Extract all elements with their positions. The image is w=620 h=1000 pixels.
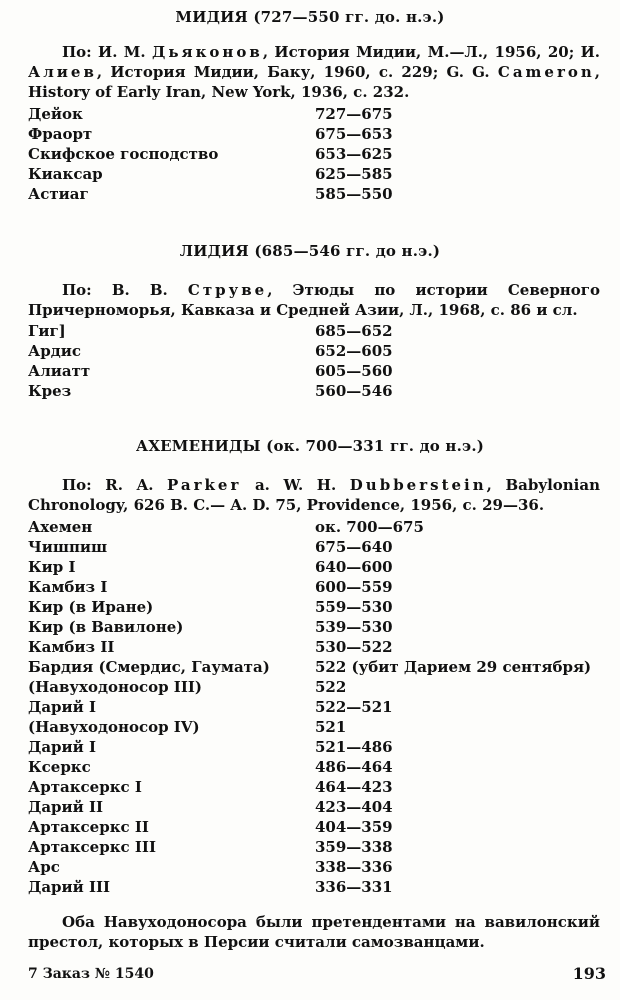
table-row: Кир (в Вавилоне) 539—530 — [28, 618, 393, 636]
table-row: Фраорт 675—653 — [28, 125, 393, 143]
table-row: Гиг] 685—652 — [28, 322, 393, 340]
table-row: Арс 338—336 — [28, 858, 393, 876]
source-lydia: По: В. В. Струве, Этюды по истории Северного Причерноморья, Кавказа и Средней Азии, Л., 1968, с. 86 и сл. — [28, 281, 600, 319]
table-row: Чишпиш 675—640 — [28, 538, 393, 556]
section-title-achaemenids: АХЕМЕНИДЫ (ок. 700—331 гг. до н.э.) — [135, 437, 485, 455]
table-row: Камбиз II 530—522 — [28, 638, 393, 656]
section-title-lydia: ЛИДИЯ (685—546 гг. до н.э.) — [179, 242, 441, 260]
table-row: (Навуходоносор IV) 521 — [28, 718, 347, 736]
table-row: Скифское господство 653—625 — [28, 145, 393, 163]
table-row: Кир (в Иране) 559—530 — [28, 598, 393, 616]
rulers-table-media — [28, 104, 608, 204]
table-row: Артаксеркс I 464—423 — [28, 778, 393, 796]
source-media: По: И. М. Дьяконов, История Мидии, М.—Л., 1956, 20; И. Алиев, История Мидии, Баку, 1960, с. 229; G. G. Cameron, History of Early Iran, New York, 1936, с. 232. — [28, 43, 600, 101]
table-row: Дейок 727—675 — [28, 105, 393, 123]
table-row: Камбиз I 600—559 — [28, 578, 393, 596]
table-row: Дарий I 522—521 — [28, 698, 393, 716]
table-row: Крез 560—546 — [28, 382, 393, 400]
table-row: Артаксеркс II 404—359 — [28, 818, 393, 836]
print-order-mark: 7 Заказ № 1540 — [28, 966, 154, 982]
rulers-table-achaemenids — [28, 517, 608, 897]
table-row: (Навуходоносор III) 522 — [28, 678, 347, 696]
table-row: Астиаг 585—550 — [28, 185, 393, 203]
table-row: Бардия (Смердис, Гаумата) 522 (убит Дарием 29 сентября) — [28, 658, 592, 676]
page-number: 193 — [572, 964, 606, 983]
footnote: Оба Навуходоносора были претендентами на вавилонский престол, которых в Персии считали самозванцами. — [28, 913, 600, 951]
source-achaemenids: По: R. A. Parker a. W. H. Dubberstein, Babylonian Chronology, 626 B. C.— A. D. 75, Providence, 1956, с. 29—36. — [28, 476, 600, 514]
table-row: Ардис 652—605 — [28, 342, 393, 360]
table-row: Дарий I 521—486 — [28, 738, 393, 756]
table-row: Дарий II 423—404 — [28, 798, 393, 816]
table-row: Артаксеркс III 359—338 — [28, 838, 393, 856]
rulers-table-lydia — [28, 321, 608, 401]
table-row: Алиатт 605—560 — [28, 362, 393, 380]
section-title-media: МИДИЯ (727—550 гг. до. н.э.) — [175, 8, 445, 26]
table-row: Кир I 640—600 — [28, 558, 393, 576]
table-row: Дарий III 336—331 — [28, 878, 393, 896]
table-row: Ахемен ок. 700—675 — [28, 518, 424, 536]
table-row: Киаксар 625—585 — [28, 165, 393, 183]
table-row: Ксеркс 486—464 — [28, 758, 393, 776]
